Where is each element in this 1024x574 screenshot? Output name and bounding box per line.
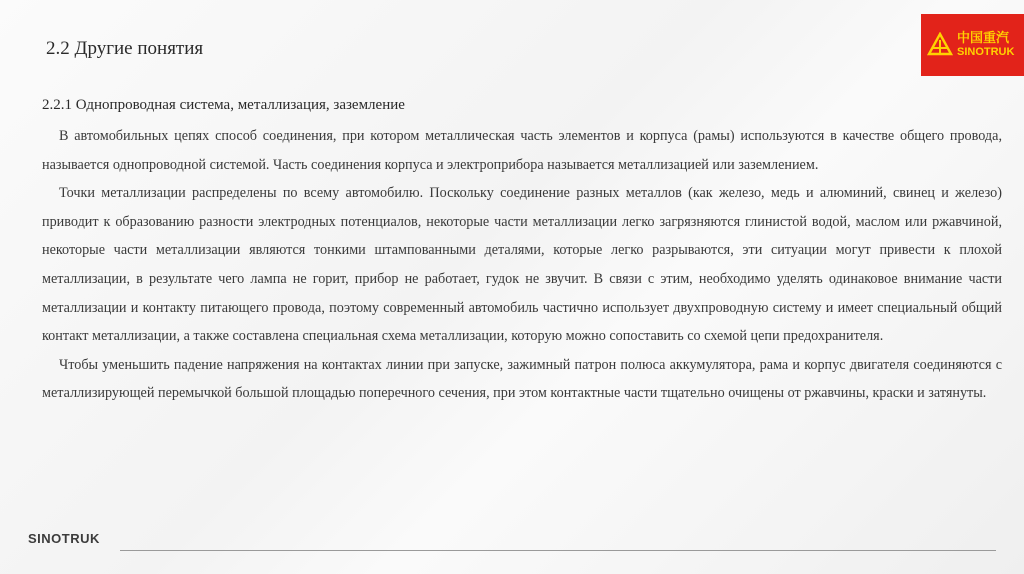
subsection-heading: 2.2.1 Однопроводная система, металлизация, заземление	[42, 97, 405, 113]
footer-divider	[120, 550, 996, 551]
footer-brand: SINOTRUK	[28, 531, 100, 546]
sinotruk-emblem-icon	[927, 32, 953, 58]
sinotruk-logo	[921, 14, 1024, 76]
section-title: 2.2 Другие понятия	[46, 38, 204, 59]
logo-chinese-text: 中国重汽	[957, 30, 1010, 46]
logo-english-text: SINOTRUK	[957, 46, 1015, 59]
logo-text	[957, 32, 1014, 58]
paragraph-3: Чтобы уменьшить падение напряжения на контактах линии при запуске, зажимный патрон полюса аккумулятора, рама и корпус двигателя соединяются с металлизирующей перемычкой большой площадью поперечного сечения, при этом контактные части тщательно очищены от ржавчины, краски и затянуты.	[42, 356, 1002, 402]
paragraph-1: В автомобильных цепях способ соединения, при котором металлическая часть элементов и корпуса (рамы) используются в качестве общего провода, называется однопроводной системой. Часть соединения корпуса и электроприбора называется металлизацией или заземлением.	[42, 128, 1002, 173]
paragraph-2: Точки металлизации распределены по всему автомобилю. Поскольку соединение разных металлов (как железо, медь и алюминий, свинец и железо) приводит к образованию разности электродных потенциалов, некоторые части металлизации легко загрязняются глинистой водой, маслом или ржавчиной, некоторые части металлизации являются тонкими штампованными деталями, которые легко разрываются, эти ситуации могут привести к плохой металлизации, в результате чего лампа не горит, прибор не работает, гудок не звучит. В связи с этим, необходимо уделять одинаковое внимание части металлизации и контакту питающего провода, поэтому современный автомобиль частично использует двухпроводную систему и имеет специальный общий контакт металлизации, а также составлена специальная схема металлизации, которую можно сопоставить со схемой цепи предохранителя.	[42, 185, 1002, 345]
content-body	[42, 93, 1002, 408]
